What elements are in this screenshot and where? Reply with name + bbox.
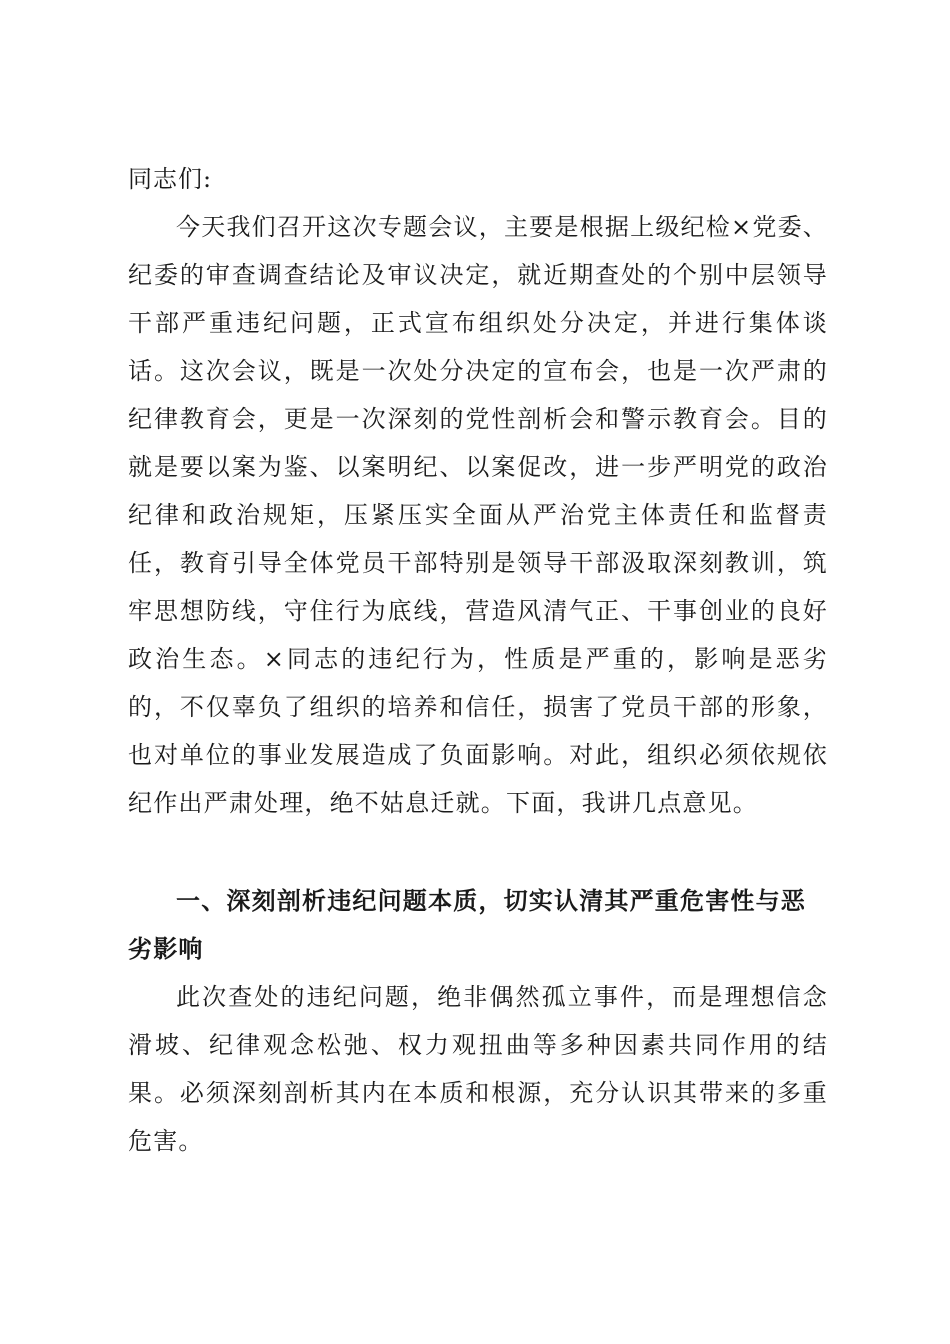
section-1-paragraph: 此次查处的违纪问题，绝非偶然孤立事件，而是理想信念滑坡、纪律观念松弛、权力观扭曲等多种因素共同作用的结果。必须深刻剖析其内在本质和根源，充分认识其带来的多重危害。 (128, 983, 828, 1155)
opening-paragraph: 今天我们召开这次专题会议，主要是根据上级纪检×党委、纪委的审查调查结论及审议决定，就近期查处的个别中层领导干部严重违纪问题，正式宣布组织处分决定，并进行集体谈话。这次会议，既是一次处分决定的宣布会，也是一次严肃的纪律教育会，更是一次深刻的党性剖析会和警示教育会。目的就是要以案为鉴、以案明纪、以案促改，进一步严明党的政治纪律和政治规矩，压紧压实全面从严治党主体责任和监督责任，教育引导全体党员干部特别是领导干部汲取深刻教训，筑牢思想防线，守住行为底线，营造风清气正、干事创业的良好政治生态。×同志的违纪行为，性质是严重的，影响是恶劣的，不仅辜负了组织的培养和信任，损害了党员干部的形象，也对单位的事业发展造成了负面影响。对此，组织必须依规依纪作出严肃处理，绝不姑息迁就。下面，我讲几点意见。 (128, 213, 828, 817)
salutation: 同志们: (128, 165, 213, 193)
section-heading-1: 一、深刻剖析违纪问题本质，切实认清其严重危害性与恶劣影响 (128, 887, 806, 963)
